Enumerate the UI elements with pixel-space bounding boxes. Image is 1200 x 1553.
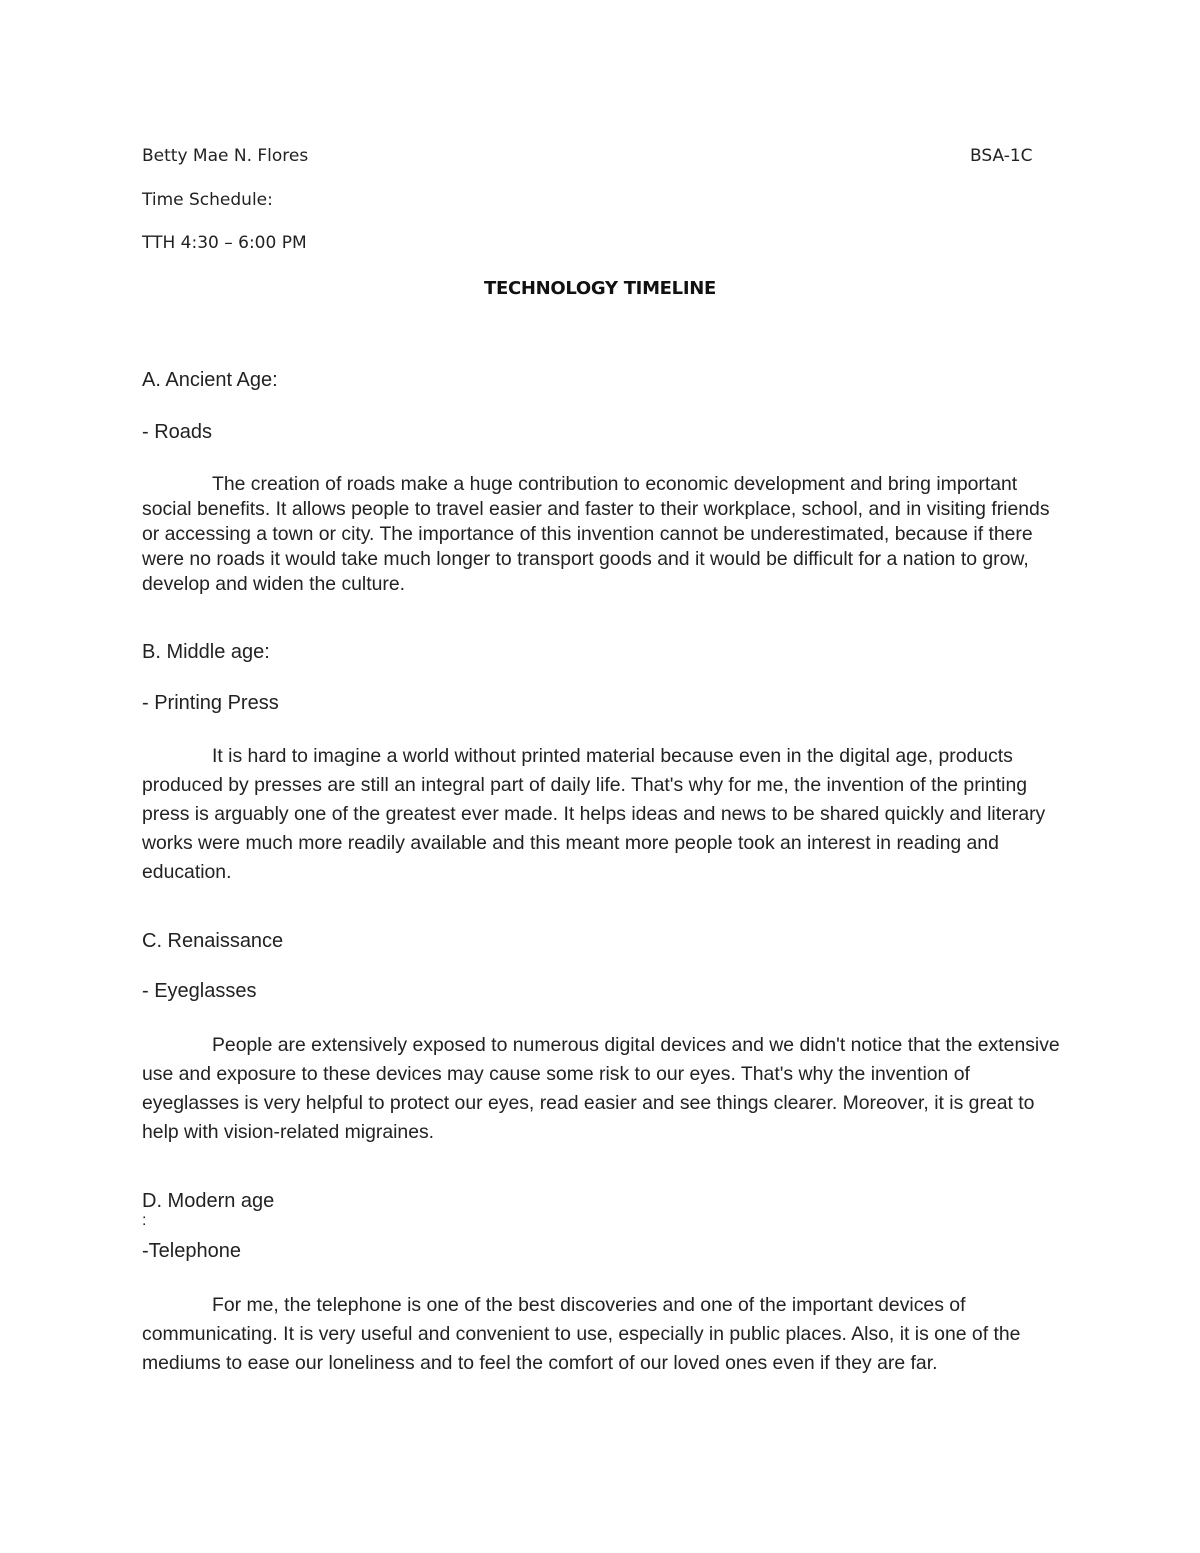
section-body-eyeglasses: People are extensively exposed to numerous digital devices and we didn't notice that the extensive use and exposure to these devices may cause some risk to our eyes. That's why the invention of eyeglasses is very helpful to protect our eyes, read easier and see things clearer. Moreover, it is great to help with vision-related migraines. — [142, 1034, 1060, 1143]
schedule-label: Time Schedule: — [142, 190, 273, 210]
section-item-telephone: -Telephone — [142, 1240, 241, 1262]
section-heading-modern-age: D. Modern age — [142, 1190, 275, 1212]
section-heading-middle-age: B. Middle age: — [142, 641, 270, 663]
section-heading-colon: : — [142, 1212, 147, 1229]
student-name: Betty Mae N. Flores — [142, 146, 309, 166]
section-body-roads: The creation of roads make a huge contribution to economic development and bring important social benefits. It allows people to travel easier and faster to their workplace, school, and in visiting friends or accessing a town or city. The importance of this invention cannot be underestimated, because if there were no roads it would take much longer to transport goods and it would be difficult for a nation to grow, develop and widen the culture. — [142, 473, 1050, 595]
section-item-eyeglasses: - Eyeglasses — [142, 980, 257, 1002]
document-title: TECHNOLOGY TIMELINE — [483, 278, 717, 299]
schedule-value: TTH 4:30 – 6:00 PM — [142, 233, 307, 253]
section-item-roads: - Roads — [142, 421, 213, 443]
student-section: BSA-1C — [970, 146, 1033, 166]
section-heading-ancient-age: A. Ancient Age: — [142, 369, 278, 391]
section-body-printing-press: It is hard to imagine a world without printed material because even in the digital age, products produced by presses are still an integral part of daily life. That's why for me, the invention of the printing press is arguably one of the greatest ever made. It helps ideas and news to be shared quickly and literary works were much more readily available and this meant more people took an interest in reading and education. — [142, 745, 1046, 883]
section-item-printing-press: - Printing Press — [142, 692, 279, 714]
section-body-telephone: For me, the telephone is one of the best discoveries and one of the important devices of communicating. It is very useful and convenient to use, especially in public places. Also, it is one of the mediums to ease our loneliness and to feel the comfort of our loved ones even if they are far. — [142, 1294, 1021, 1374]
section-heading-renaissance: C. Renaissance — [142, 930, 284, 952]
